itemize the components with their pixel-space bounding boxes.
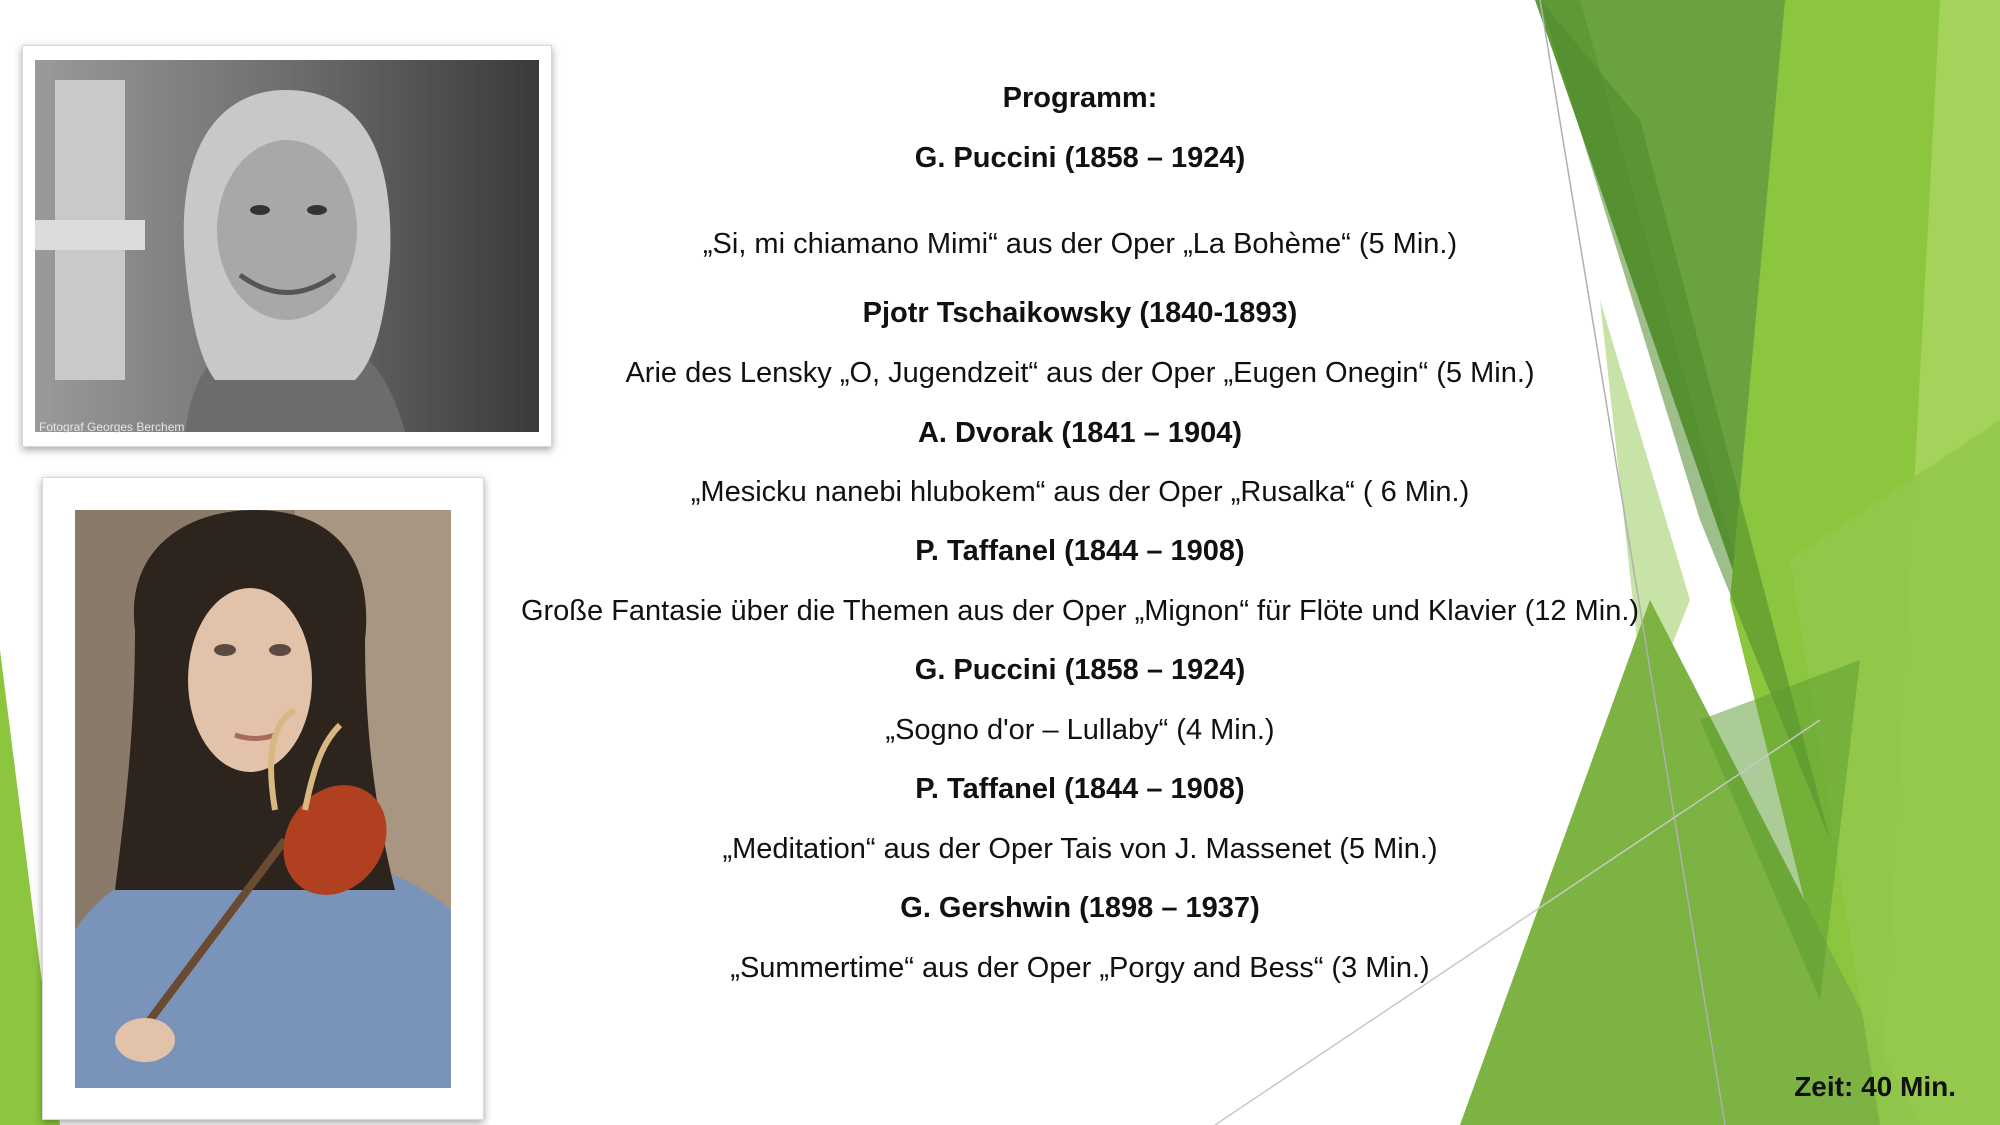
work-line: „Mesicku nanebi hlubokem“ aus der Oper „Rusalka“ ( 6 Min.) [690, 476, 1470, 508]
work-line: „Si, mi chiamano Mimi“ aus der Oper „La Bohème“ (5 Min.) [702, 228, 1458, 260]
work-line: Große Fantasie über die Themen aus der Oper „Mignon“ für Flöte und Klavier (12 Min.) [520, 595, 1640, 627]
composer-line: G. Gershwin (1898 – 1937) [900, 892, 1260, 924]
composer-line: G. Puccini (1858 – 1924) [914, 654, 1246, 686]
composer-line: G. Puccini (1858 – 1924) [914, 142, 1246, 174]
portrait-image-2 [75, 510, 451, 1088]
photo-portrait-flutist [42, 477, 484, 1120]
program-heading: Programm: [1002, 82, 1158, 114]
photo-credit: Fotograf Georges Berchem [39, 420, 185, 434]
work-line: „Meditation“ aus der Oper Tais von J. Massenet (5 Min.) [722, 833, 1438, 865]
total-duration: Zeit: 40 Min. [1794, 1071, 1956, 1102]
composer-line: P. Taffanel (1844 – 1908) [915, 773, 1245, 805]
work-line: Arie des Lensky „O, Jugendzeit“ aus der Oper „Eugen Onegin“ (5 Min.) [625, 357, 1535, 389]
composer-line: A. Dvorak (1841 – 1904) [917, 417, 1243, 449]
composer-line: P. Taffanel (1844 – 1908) [915, 535, 1245, 567]
composer-line: Pjotr Tschaikowsky (1840-1893) [862, 297, 1298, 329]
work-line: „Sogno d'or – Lullaby“ (4 Min.) [885, 714, 1275, 746]
work-line: „Summertime“ aus der Oper „Porgy and Bess“ (3 Min.) [730, 952, 1430, 984]
